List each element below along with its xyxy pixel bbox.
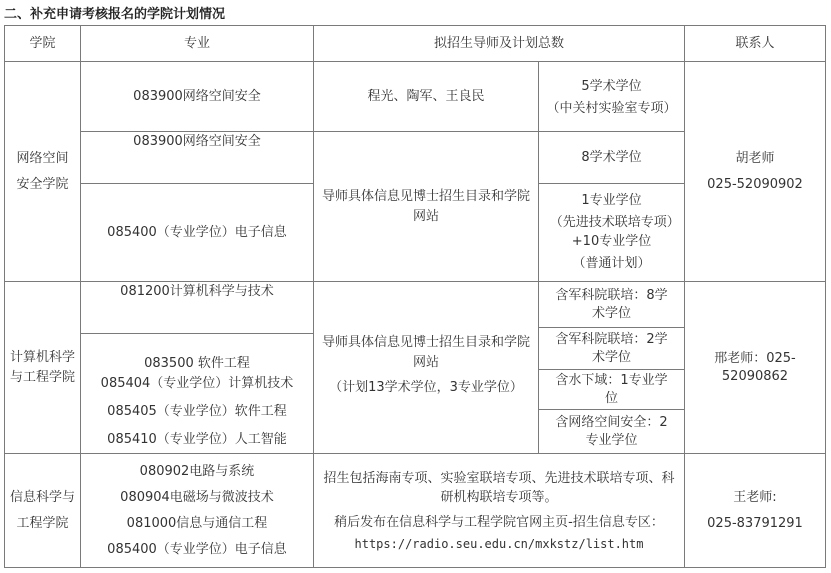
contact-cell xyxy=(685,454,825,567)
quota-line: （普通计划） xyxy=(572,255,651,271)
quota-line: （中关村实验室专项） xyxy=(546,101,677,116)
header-major: 专业 xyxy=(81,26,314,62)
contact-phone: 025-52090902 xyxy=(707,176,803,192)
header-plan: 拟招生导师及计划总数 xyxy=(314,26,685,62)
major-line: 085400（专业学位）电子信息 xyxy=(107,541,287,557)
notes-text: 招生包括海南专项、实验室联培专项、先进技术联培专项、科研机构联培专项等。 xyxy=(323,470,675,505)
major-group xyxy=(81,454,314,567)
major-cell: 081200计算机科学与技术 xyxy=(81,282,314,334)
notes-url: https://radio.seu.edu.cn/mxkstz/list.htm xyxy=(354,536,644,551)
major-line: 085404（专业学位）计算机技术 xyxy=(100,375,294,391)
advisor-cell: 程光、陶军、王良民 xyxy=(314,62,539,132)
plan-table xyxy=(4,25,826,568)
quota-cell: 含军科院联培：2学术学位 xyxy=(539,328,685,370)
advisor-text: 导师具体信息见博士招生目录和学院网站 xyxy=(321,188,530,224)
quota-cell xyxy=(539,184,685,282)
contact-cell xyxy=(685,62,825,282)
quota-cell xyxy=(539,62,685,132)
college-cyber xyxy=(5,62,81,282)
notes-text: 稍后发布在信息科学与工程学院官网主页-招生信息专区： xyxy=(334,514,664,530)
major-line: 080904电磁场与微波技术 xyxy=(120,489,274,505)
quota-cell: 含军科院联培：8学术学位 xyxy=(539,282,685,328)
college-info xyxy=(5,454,81,567)
quota-cell: 含水下域：1专业学位 xyxy=(539,370,685,410)
header-college: 学院 xyxy=(5,26,81,62)
quota-line: （先进技术联培专项）+10专业学位 xyxy=(549,214,674,249)
major-line: 081000信息与通信工程 xyxy=(126,515,268,531)
major-line: 085410（专业学位）人工智能 xyxy=(107,431,287,447)
quota-cell: 含网络空间安全：2专业学位 xyxy=(539,410,685,454)
advisor-text: 导师具体信息见博士招生目录和学院网站 xyxy=(321,334,530,370)
major-line: 085405（专业学位）软件工程 xyxy=(107,403,287,419)
notes-cell xyxy=(314,454,685,567)
college-cse xyxy=(5,282,81,454)
advisor-cell xyxy=(314,132,539,282)
header-contact: 联系人 xyxy=(685,26,825,62)
college-name-line: 安全学院 xyxy=(16,176,69,192)
contact-phone: 52090862 xyxy=(721,368,789,384)
college-name-line: 信息科学与 xyxy=(9,489,75,505)
quota-line: 1专业学位 xyxy=(581,192,642,208)
contact-name: 王老师: xyxy=(733,489,777,505)
quota-line: 5学术学位 xyxy=(581,79,642,94)
major-cell: 083900网络空间安全 xyxy=(81,62,314,132)
major-line: 080902电路与系统 xyxy=(139,463,255,479)
college-name-line: 工程学院 xyxy=(16,515,69,531)
major-cell: 085400（专业学位）电子信息 xyxy=(81,184,314,282)
contact-phone: 025-83791291 xyxy=(707,515,803,531)
major-cell: 083500 软件工程 xyxy=(81,334,314,376)
contact-name: 邢老师：025- xyxy=(714,350,796,366)
major-cell: 083900网络空间安全 xyxy=(81,132,314,184)
advisor-cell xyxy=(314,282,539,454)
contact-cell xyxy=(685,282,825,454)
section-heading: 二、补充申请考核报名的学院计划情况 xyxy=(4,7,226,22)
quota-cell: 8学术学位 xyxy=(539,132,685,184)
college-name-line: 网络空间 xyxy=(16,150,69,166)
major-group xyxy=(81,370,314,454)
college-name-line: 与工程学院 xyxy=(9,369,75,385)
advisor-text: （计划13学术学位，3专业学位） xyxy=(329,379,523,395)
college-name-line: 计算机科学 xyxy=(9,349,75,365)
contact-name: 胡老师 xyxy=(735,150,775,166)
